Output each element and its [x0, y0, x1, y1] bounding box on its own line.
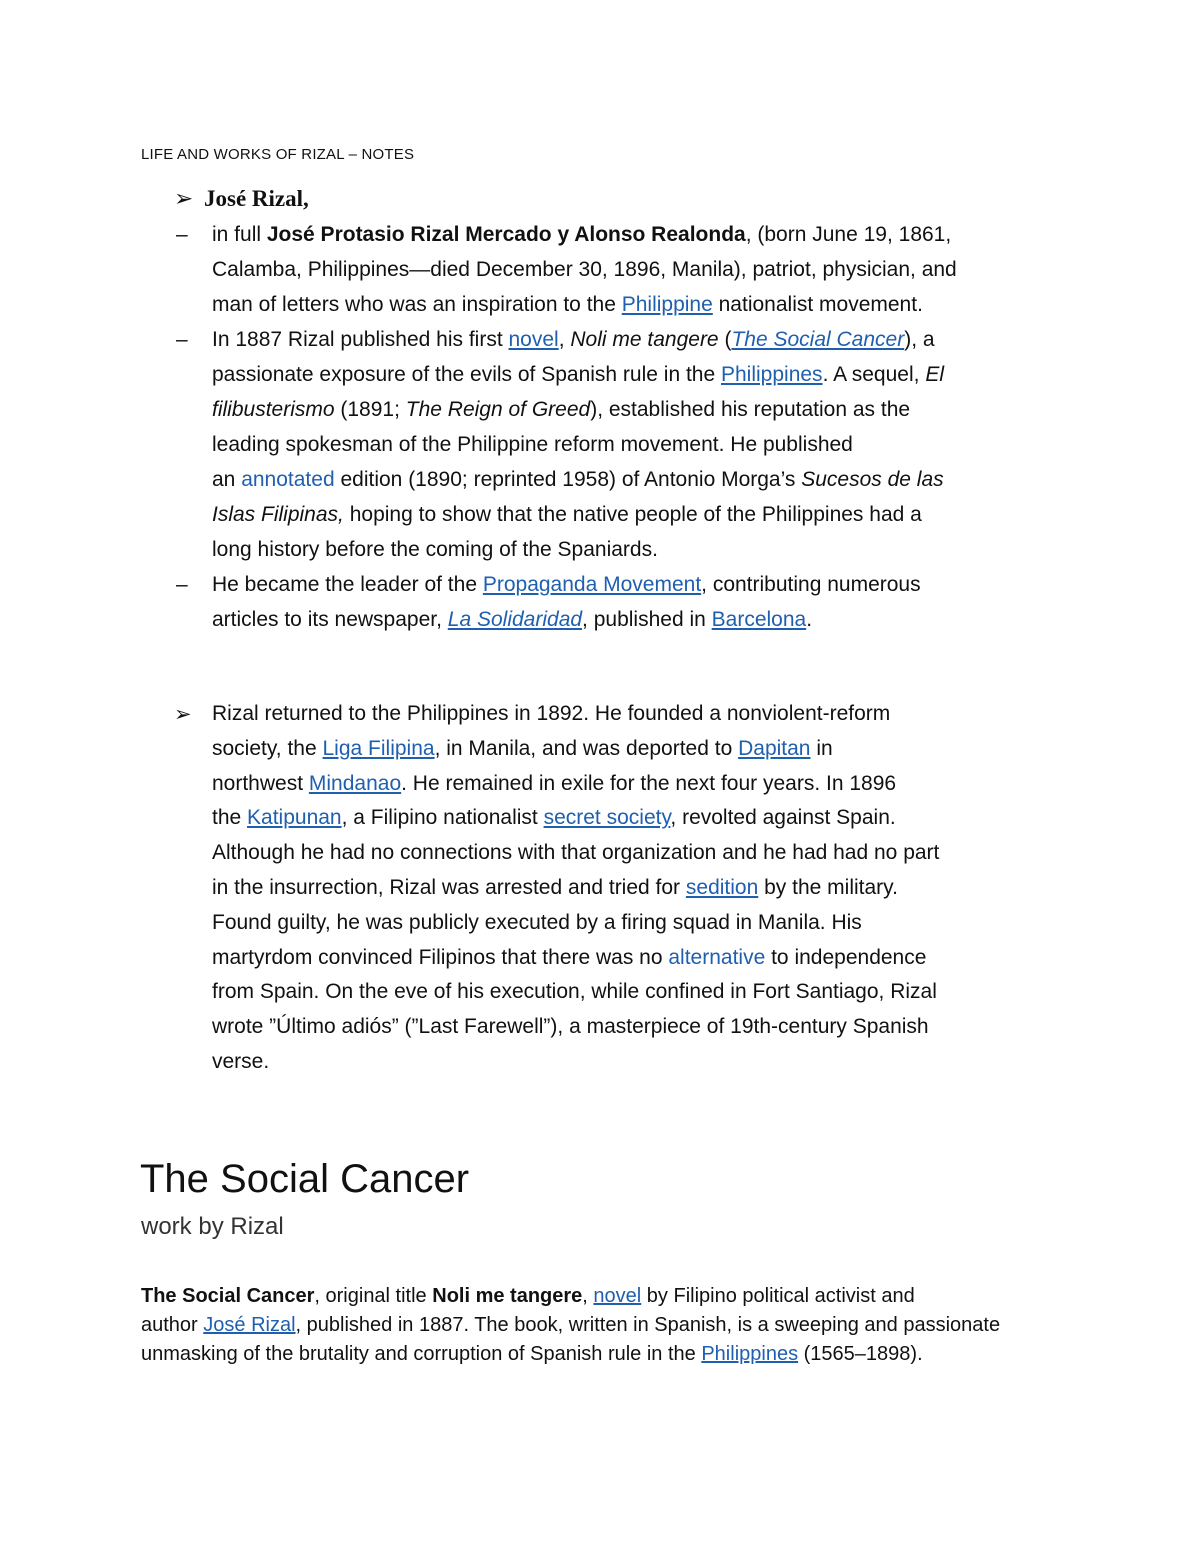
link[interactable]: Propaganda Movement: [482, 573, 702, 596]
link[interactable]: Mindanao: [308, 771, 402, 795]
text-run: ,: [582, 1285, 594, 1307]
text-run: , published in: [582, 608, 712, 631]
text-run: in: [810, 736, 833, 760]
text-line: [212, 568, 921, 602]
text-run: , (born June 19, 1861,: [745, 223, 952, 246]
italic-text: Sucesos de las: [801, 468, 944, 491]
link[interactable]: Liga Filipina: [322, 736, 435, 760]
text-run: nationalist movement.: [712, 293, 923, 316]
italic-link[interactable]: La Solidaridad: [447, 608, 583, 631]
text-line: [212, 732, 833, 766]
text-run: by the military.: [758, 876, 898, 899]
text-run: author: [141, 1314, 204, 1336]
text-run: He became the leader of the: [212, 573, 483, 596]
text-run: . He remained in exile for the next four years. In 1896: [401, 771, 897, 795]
heading-text: José Rizal,: [204, 186, 309, 211]
text-line: [212, 358, 944, 392]
text-run: from Spain. On the eve of his execution, while confined in Fort Santiago, Rizal: [212, 980, 937, 1004]
italic-text: filibusterismo: [212, 398, 335, 421]
text-line: [212, 767, 896, 801]
social-cancer-subtitle: work by Rizal: [141, 1213, 284, 1240]
dash-bullet-icon: –: [176, 223, 188, 246]
text-run: man of letters who was an inspiration to the: [212, 293, 622, 316]
text-line: [212, 603, 812, 637]
arrow-bullet-icon: ➢: [174, 186, 194, 212]
text-run: ), a: [904, 328, 935, 351]
text-run: .: [806, 608, 813, 631]
link[interactable]: secret society: [543, 806, 671, 830]
text-line: [212, 218, 951, 252]
highlighted-term[interactable]: annotated: [241, 468, 335, 491]
text-run: in the insurrection, Rizal was arrested and tried for: [212, 876, 686, 899]
text-run: (1891;: [334, 398, 406, 421]
link[interactable]: sedition: [685, 876, 759, 899]
link[interactable]: novel: [593, 1285, 642, 1307]
highlighted-term[interactable]: alternative: [668, 945, 766, 969]
text-run: Rizal returned to the Philippines in 1892. He founded a nonviolent-reform: [212, 702, 891, 725]
text-line: [212, 428, 853, 462]
link[interactable]: Katipunan: [247, 806, 342, 830]
paragraph-line: [141, 1311, 1000, 1340]
text-line: [212, 533, 658, 567]
text-run: Found guilty, he was publicly executed by a firing squad in Manila. His: [212, 910, 862, 934]
italic-link[interactable]: The Social Cancer: [731, 328, 905, 351]
link[interactable]: Philippine: [621, 293, 713, 316]
text-run: , published in 1887. The book, written in Spanish, is a sweeping and passionate: [295, 1314, 1001, 1336]
text-line: [212, 1045, 269, 1079]
text-run: , a Filipino nationalist: [341, 806, 544, 830]
text-line: [212, 975, 937, 1009]
link[interactable]: Philippines: [701, 1343, 799, 1365]
text-run: wrote ”Último adiós” (”Last Farewell”), a masterpiece of 19th-century Spanish: [212, 1015, 929, 1039]
link[interactable]: Dapitan: [738, 736, 811, 760]
italic-text: Noli me tangere: [570, 328, 719, 351]
text-run: verse.: [212, 1050, 270, 1073]
link[interactable]: Barcelona: [711, 608, 807, 631]
text-run: , in Manila, and was deported to: [434, 736, 739, 760]
social-cancer-title: The Social Cancer: [140, 1157, 470, 1201]
text-run: (: [718, 328, 732, 351]
text-run: , original title: [314, 1285, 433, 1307]
text-line: [212, 463, 944, 497]
text-run: (1565–1898).: [798, 1343, 923, 1365]
text-run: unmasking of the brutality and corruption of Spanish rule in the: [141, 1343, 702, 1365]
text-run: to independence: [765, 945, 927, 969]
text-run: Although he had no connections with that organization and he had had no part: [212, 841, 940, 865]
arrow-bullet-icon: ➢: [174, 702, 192, 726]
bold-text: The Social Cancer: [141, 1285, 315, 1307]
text-line: [212, 253, 957, 287]
text-run: articles to its newspaper,: [212, 608, 448, 631]
link[interactable]: Philippines: [720, 363, 823, 386]
text-line: [212, 871, 898, 905]
text-run: ,: [558, 328, 571, 351]
text-run: in full: [212, 223, 267, 246]
italic-text: El: [925, 363, 944, 386]
paragraph-line: [141, 1340, 923, 1369]
dash-bullet-icon: –: [176, 573, 188, 596]
text-line: [212, 697, 890, 731]
text-run: leading spokesman of the Philippine reform movement. He published: [212, 433, 853, 456]
text-run: Calamba, Philippines—died December 30, 1896, Manila), patriot, physician, and: [212, 258, 957, 281]
text-line: [212, 323, 935, 357]
text-line: [212, 1010, 929, 1044]
bold-text: Noli me tangere: [432, 1285, 583, 1307]
text-line: [212, 906, 862, 940]
text-run: , contributing numerous: [701, 573, 921, 596]
text-line: [212, 288, 923, 322]
text-run: northwest: [212, 771, 309, 795]
text-run: society, the: [212, 736, 323, 760]
text-run: , revolted against Spain.: [670, 806, 896, 830]
text-line: [212, 836, 939, 870]
text-run: hoping to show that the native people of the Philippines had a: [343, 503, 922, 526]
text-run: passionate exposure of the evils of Spanish rule in the: [212, 363, 721, 386]
text-line: [212, 941, 926, 975]
text-run: the: [212, 806, 248, 830]
text-run: long history before the coming of the Spaniards.: [212, 538, 658, 561]
paragraph-line: [141, 1282, 915, 1311]
dash-bullet-icon: –: [176, 328, 188, 351]
bold-text: José Protasio Rizal Mercado y Alonso Realonda: [266, 223, 746, 246]
link[interactable]: José Rizal: [203, 1314, 296, 1336]
text-line: [212, 498, 922, 532]
italic-text: The Reign of Greed: [405, 398, 591, 421]
text-run: In 1887 Rizal published his first: [212, 328, 509, 351]
text-run: edition (1890; reprinted 1958) of Antonio Morga’s: [334, 468, 802, 491]
document-header: LIFE AND WORKS OF RIZAL – NOTES: [141, 146, 415, 163]
section-heading-jose-rizal: [174, 186, 309, 212]
text-line: [212, 393, 910, 427]
text-run: by Filipino political activist and: [641, 1285, 915, 1307]
italic-text: Islas Filipinas,: [212, 503, 344, 526]
text-run: . A sequel,: [822, 363, 926, 386]
link[interactable]: novel: [508, 328, 559, 351]
text-run: an: [212, 468, 242, 491]
text-run: ), established his reputation as the: [590, 398, 911, 421]
text-run: martyrdom convinced Filipinos that there was no: [212, 945, 669, 969]
text-line: [212, 801, 896, 835]
